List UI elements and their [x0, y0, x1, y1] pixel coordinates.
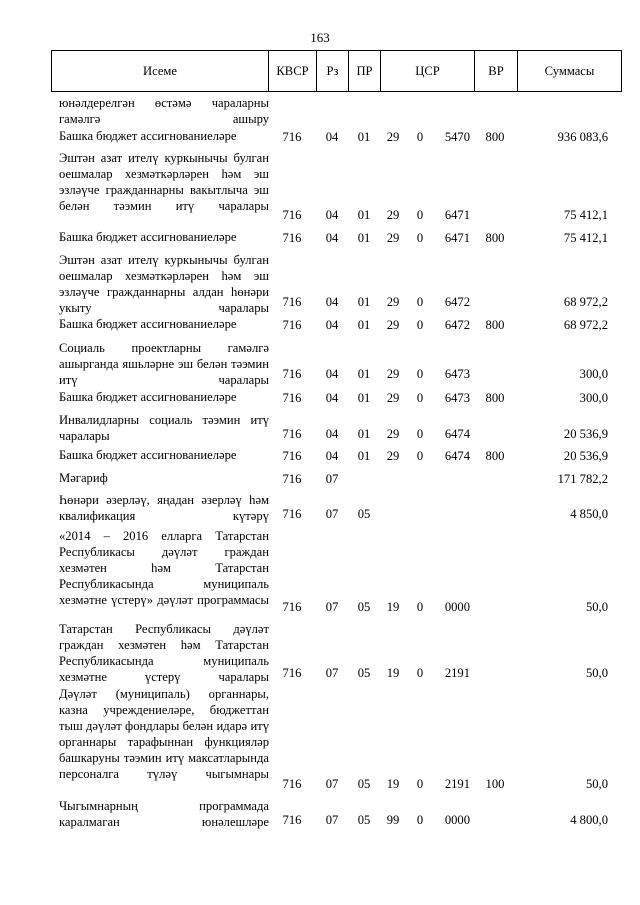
- cell-rz: 04: [325, 208, 339, 222]
- cell-csr-sub: 0: [416, 391, 424, 405]
- cell-rz: 07: [325, 507, 339, 521]
- cell-csr-sub: 0: [416, 666, 424, 680]
- cell-csr-code: 6474: [444, 427, 470, 441]
- table-row: [0, 128, 640, 145]
- cell-sum: 936 083,6: [557, 130, 608, 144]
- cell-sum: 171 782,2: [557, 472, 608, 486]
- cell-kvsr: 716: [282, 507, 302, 521]
- cell-csr-code: 0000: [444, 600, 470, 614]
- cell-csr-program: 29: [386, 130, 400, 144]
- cell-rz: 07: [325, 813, 339, 827]
- row-name: Эштән азат ителү куркынычы булган оешмалар хезмәткәрләрен һәм эш эзләүче гражданнарны алдан һөнәри укыту чаралары: [59, 253, 269, 315]
- header-sum: Суммасы: [544, 64, 595, 78]
- cell-csr-program: 29: [386, 367, 400, 381]
- cell-pr: 01: [357, 130, 371, 144]
- cell-rz: 04: [325, 427, 339, 441]
- cell-kvsr: 716: [282, 391, 302, 405]
- cell-csr-code: 6473: [444, 367, 470, 381]
- cell-csr-sub: 0: [416, 295, 424, 309]
- cell-rz: 04: [325, 130, 339, 144]
- cell-sum: 75 412,1: [563, 208, 608, 222]
- cell-vr: 800: [485, 130, 505, 144]
- cell-vr: 800: [485, 449, 505, 463]
- cell-csr-code: 6472: [444, 295, 470, 309]
- cell-vr: 800: [485, 318, 505, 332]
- cell-vr: 800: [485, 231, 505, 245]
- cell-vr: 100: [485, 777, 505, 791]
- row-name: Башка бюджет ассигнованиеләре: [59, 230, 237, 244]
- table-header: [51, 50, 622, 92]
- table-row: [0, 528, 640, 615]
- row-name: Башка бюджет ассигнованиеләре: [59, 390, 237, 404]
- cell-csr-sub: 0: [416, 449, 424, 463]
- cell-pr: 01: [357, 208, 371, 222]
- cell-pr: 05: [357, 666, 371, 680]
- header-name: Исеме: [52, 51, 269, 91]
- cell-sum: 50,0: [585, 600, 608, 614]
- row-name: Дәүләт (муниципаль) органнары, казна учреждениеләре, бюджеттан тыш дәүләт фондлары белән идарә итү органнары тарафыннан функцияләр башкаруны тәэмин итү максатларында персоналга түләү чыгымнары: [59, 687, 269, 781]
- cell-rz: 04: [325, 231, 339, 245]
- cell-csr-code: 2191: [444, 666, 470, 680]
- table-row: [0, 621, 640, 684]
- cell-sum: 4 800,0: [570, 813, 608, 827]
- cell-kvsr: 716: [282, 231, 302, 245]
- row-name: юнәлдерелгән өстәмә чараларны гамәлгә ашыру: [59, 96, 269, 126]
- cell-rz: 04: [325, 449, 339, 463]
- cell-rz: 07: [325, 777, 339, 791]
- table-row: [0, 470, 640, 487]
- cell-csr-program: 29: [386, 427, 400, 441]
- row-name: Инвалидларны социаль тәэмин итү чаралары: [59, 413, 269, 443]
- table-row: [0, 412, 640, 442]
- header-csr: ЦСР: [381, 51, 475, 91]
- row-name: Башка бюджет ассигнованиеләре: [59, 448, 237, 462]
- cell-kvsr: 716: [282, 295, 302, 309]
- table-row: [0, 389, 640, 406]
- row-name: Башка бюджет ассигнованиеләре: [59, 129, 237, 143]
- table-row: [0, 150, 640, 223]
- cell-csr-sub: 0: [416, 600, 424, 614]
- cell-sum: 75 412,1: [563, 231, 608, 245]
- table-row: [0, 686, 640, 792]
- cell-csr-code: 5470: [444, 130, 470, 144]
- cell-sum: 300,0: [579, 391, 608, 405]
- row-name: Мәгариф: [59, 471, 108, 485]
- cell-csr-code: 6474: [444, 449, 470, 463]
- cell-csr-code: 0000: [444, 813, 470, 827]
- cell-kvsr: 716: [282, 208, 302, 222]
- cell-rz: 04: [325, 391, 339, 405]
- row-name: Татарстан Республикасы дәүләт граждан хезмәтен һәм Татарстан Республикасында муниципаль хезмәтне үстерү чаралары: [59, 622, 269, 684]
- cell-csr-code: 6473: [444, 391, 470, 405]
- cell-pr: 01: [357, 449, 371, 463]
- table-row: [0, 229, 640, 246]
- cell-pr: 05: [357, 507, 371, 521]
- header-pr: ПР: [349, 51, 381, 91]
- cell-csr-code: 6471: [444, 208, 470, 222]
- cell-kvsr: 716: [282, 427, 302, 441]
- table-row: [0, 447, 640, 464]
- cell-kvsr: 716: [282, 130, 302, 144]
- cell-rz: 07: [325, 666, 339, 680]
- cell-csr-program: 29: [386, 231, 400, 245]
- cell-rz: 04: [325, 295, 339, 309]
- cell-pr: 01: [357, 295, 371, 309]
- cell-csr-sub: 0: [416, 208, 424, 222]
- cell-kvsr: 716: [282, 449, 302, 463]
- cell-sum: 20 536,9: [563, 427, 608, 441]
- header-kvsr: КВСР: [269, 51, 317, 91]
- table-row: [0, 798, 640, 828]
- cell-kvsr: 716: [282, 777, 302, 791]
- cell-kvsr: 716: [282, 600, 302, 614]
- cell-csr-sub: 0: [416, 367, 424, 381]
- row-name: Социаль проектларны гамәлгә ашырганда яшьләрне эш белән тәэмин итү чаралары: [59, 341, 269, 387]
- cell-csr-program: 29: [386, 391, 400, 405]
- cell-csr-code: 6471: [444, 231, 470, 245]
- cell-csr-code: 2191: [444, 777, 470, 791]
- cell-csr-code: 6472: [444, 318, 470, 332]
- cell-pr: 01: [357, 427, 371, 441]
- cell-csr-sub: 0: [416, 777, 424, 791]
- cell-csr-program: 29: [386, 449, 400, 463]
- cell-csr-program: 19: [386, 666, 400, 680]
- table-row: [0, 252, 640, 315]
- table-row: [0, 340, 640, 387]
- cell-kvsr: 716: [282, 318, 302, 332]
- cell-csr-sub: 0: [416, 130, 424, 144]
- cell-sum: 50,0: [585, 666, 608, 680]
- cell-pr: 01: [357, 367, 371, 381]
- row-name: Һөнәри әзерләү, яңадан әзерләү һәм квалификация күтәрү: [59, 493, 269, 523]
- cell-pr: 01: [357, 318, 371, 332]
- cell-sum: 68 972,2: [563, 295, 608, 309]
- row-name: «2014 – 2016 елларга Татарстан Республикасы дәүләт граждан хезмәтен һәм Татарстан Республикасында муниципаль хезмәтне үстерү» дәүләт программасы: [59, 529, 269, 607]
- cell-csr-program: 29: [386, 318, 400, 332]
- cell-csr-sub: 0: [416, 318, 424, 332]
- cell-kvsr: 716: [282, 813, 302, 827]
- cell-csr-program: 19: [386, 777, 400, 791]
- cell-rz: 04: [325, 367, 339, 381]
- row-name: Эштән азат ителү куркынычы булган оешмалар хезмәткәрләрен һәм эш эзләүче гражданнарны вакытлыча эш белән тәэмин итү чаралары: [59, 151, 269, 213]
- table-row: [0, 95, 640, 127]
- cell-rz: 07: [325, 600, 339, 614]
- cell-kvsr: 716: [282, 367, 302, 381]
- table-row: [0, 492, 640, 522]
- cell-pr: 01: [357, 391, 371, 405]
- cell-csr-program: 19: [386, 600, 400, 614]
- cell-sum: 4 850,0: [570, 507, 608, 521]
- header-vr: ВР: [475, 51, 518, 91]
- cell-sum: 68 972,2: [563, 318, 608, 332]
- cell-pr: 01: [357, 231, 371, 245]
- cell-kvsr: 716: [282, 666, 302, 680]
- cell-csr-sub: 0: [416, 427, 424, 441]
- cell-sum: 20 536,9: [563, 449, 608, 463]
- row-name: Башка бюджет ассигнованиеләре: [59, 317, 237, 331]
- cell-csr-program: 29: [386, 208, 400, 222]
- cell-rz: 07: [325, 472, 339, 486]
- cell-vr: 800: [485, 391, 505, 405]
- cell-kvsr: 716: [282, 472, 302, 486]
- cell-csr-sub: 0: [416, 231, 424, 245]
- cell-pr: 05: [357, 813, 371, 827]
- cell-sum: 300,0: [579, 367, 608, 381]
- page-number: 163: [310, 30, 330, 45]
- row-name: Чыгымнарның программада каралмаган юнәлешләре: [59, 799, 269, 829]
- cell-pr: 05: [357, 777, 371, 791]
- cell-pr: 05: [357, 600, 371, 614]
- header-rz: Рз: [317, 51, 349, 91]
- cell-rz: 04: [325, 318, 339, 332]
- table-row: [0, 316, 640, 333]
- cell-csr-sub: 0: [416, 813, 424, 827]
- cell-csr-program: 29: [386, 295, 400, 309]
- cell-sum: 50,0: [585, 777, 608, 791]
- cell-csr-program: 99: [386, 813, 400, 827]
